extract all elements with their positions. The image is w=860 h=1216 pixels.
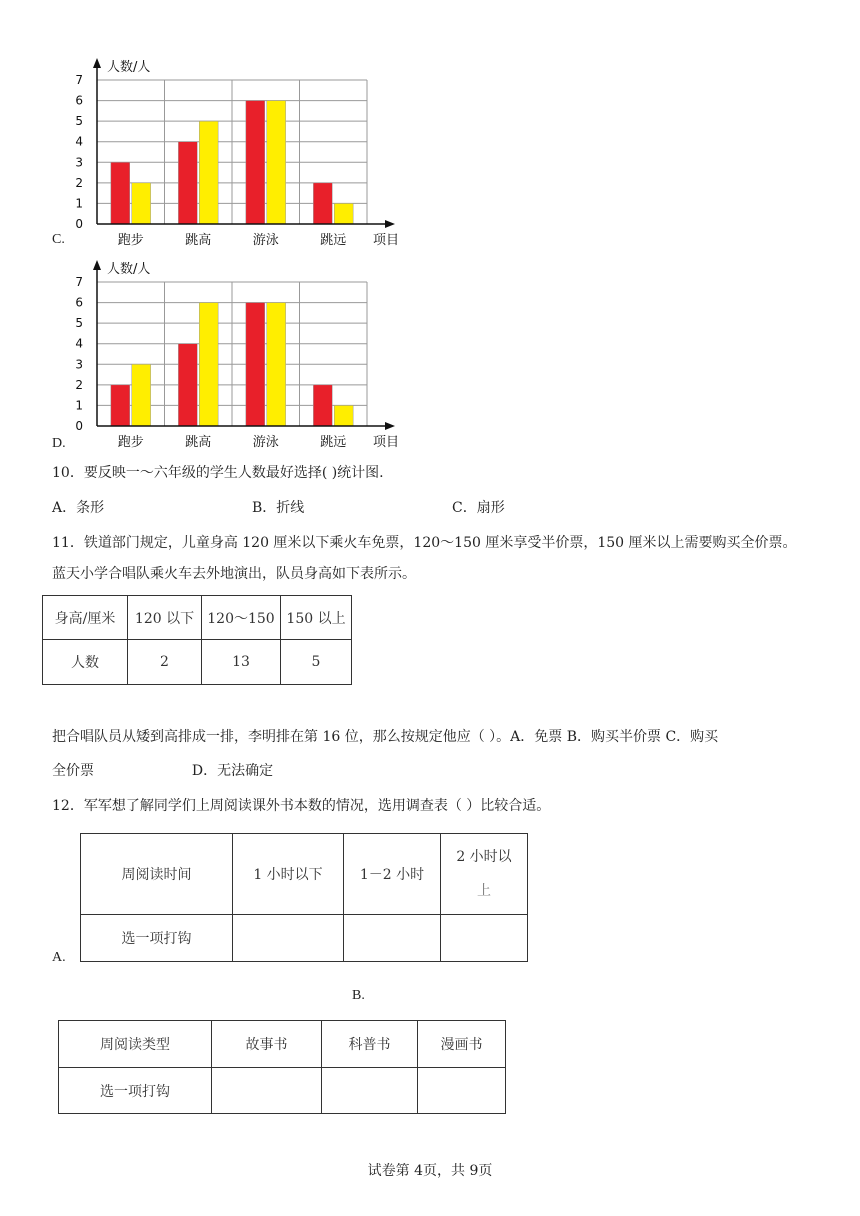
height-table-header: 120～150: [202, 596, 281, 640]
y-tick-label: 6: [75, 295, 83, 310]
survey-b-header: 科普书: [322, 1021, 418, 1068]
x-axis-label: 项目: [373, 435, 400, 450]
survey-a-header: 1－2 小时: [344, 834, 441, 915]
survey-a-header: [441, 834, 528, 915]
survey-b-header: 周阅读类型: [59, 1021, 212, 1068]
x-tick-label: 跳远: [320, 233, 347, 248]
height-table-header: 150 以上: [281, 596, 352, 640]
y-tick-label: 1: [75, 196, 83, 211]
bar-chart-c: [62, 52, 402, 252]
x-tick-label: 跳高: [185, 435, 212, 450]
question-11-line3: 把合唱队员从矮到高排成一排，李明排在第 16 位，那么按规定他应（ ）。A．免票 B．购买半价票 C．购买: [52, 729, 719, 745]
survey-a-check-cell[interactable]: [441, 915, 528, 962]
height-table-cell: 2: [128, 640, 202, 685]
x-axis-label: 项目: [373, 233, 400, 248]
survey-b-check-cell[interactable]: [418, 1068, 506, 1114]
bar: [246, 101, 265, 224]
survey-a-check-cell[interactable]: [233, 915, 344, 962]
question-10: 10．要反映一～六年级的学生人数最好选择( )统计图.: [52, 465, 384, 481]
bar: [334, 405, 353, 426]
bar: [313, 183, 332, 224]
height-table-cell: 13: [202, 640, 281, 685]
y-axis-label: 人数/人: [107, 60, 151, 75]
survey-a-header-part1: 2 小时以: [456, 849, 512, 865]
question-11-line4: 全价票 D．无法确定: [52, 763, 274, 779]
survey-b-check-cell[interactable]: [212, 1068, 322, 1114]
x-axis-arrow: [385, 220, 395, 228]
survey-table-a: [80, 833, 528, 962]
y-tick-label: 4: [75, 336, 83, 351]
question-12: 12．军军想了解同学们上周阅读课外书本数的情况，选用调查表（ ）比较合适。: [52, 798, 551, 814]
y-tick-label: 7: [75, 73, 83, 87]
page-footer: 试卷第 4页，共 9页: [367, 1163, 493, 1179]
x-tick-label: 跑步: [117, 233, 144, 248]
bar: [178, 142, 197, 224]
y-tick-label: 2: [75, 377, 83, 392]
bar: [132, 183, 151, 224]
x-tick-label: 跑步: [117, 435, 144, 450]
survey-b-row-label: 选一项打钩: [59, 1068, 212, 1114]
bar: [267, 101, 286, 224]
y-tick-label: 0: [75, 419, 83, 433]
x-tick-label: 跳远: [320, 435, 347, 450]
option-b-label: B.: [352, 988, 365, 1003]
y-axis-arrow: [93, 260, 101, 270]
q10-option-c[interactable]: C．扇形: [452, 500, 505, 516]
height-table-cell: 5: [281, 640, 352, 685]
survey-b-check-cell[interactable]: [322, 1068, 418, 1114]
bar: [313, 385, 332, 426]
y-axis-arrow: [93, 58, 101, 68]
q10-option-a[interactable]: A．条形: [52, 500, 105, 516]
height-table: [42, 595, 352, 685]
question-11-line2: 蓝天小学合唱队乘火车去外地演出，队员身高如下表所示。: [52, 566, 416, 582]
bar: [111, 162, 130, 224]
y-tick-label: 3: [75, 155, 83, 170]
x-axis-arrow: [385, 422, 395, 430]
bar: [246, 303, 265, 426]
question-11-line1: 11．铁道部门规定，儿童身高 120 厘米以下乘火车免票，120～150 厘米享受半价票，150 厘米以上需要购买全价票。: [52, 535, 797, 551]
survey-b-header: 漫画书: [418, 1021, 506, 1068]
y-tick-label: 5: [75, 316, 83, 331]
bar: [267, 303, 286, 426]
y-tick-label: 2: [75, 175, 83, 190]
bar: [334, 203, 353, 224]
y-tick-label: 0: [75, 217, 83, 231]
y-tick-label: 1: [75, 398, 83, 413]
survey-a-row-label: 选一项打钩: [81, 915, 233, 962]
y-tick-label: 4: [75, 134, 83, 149]
y-tick-label: 7: [75, 275, 83, 289]
q10-option-b[interactable]: B．折线: [252, 500, 305, 516]
survey-table-b: [58, 1020, 506, 1114]
survey-a-header: 1 小时以下: [233, 834, 344, 915]
height-table-cell: 人数: [43, 640, 128, 685]
survey-b-header: 故事书: [212, 1021, 322, 1068]
y-tick-label: 5: [75, 114, 83, 129]
x-tick-label: 游泳: [252, 435, 279, 450]
y-tick-label: 6: [75, 93, 83, 108]
bar: [199, 121, 218, 224]
bar: [132, 364, 151, 426]
y-axis-label: 人数/人: [107, 262, 151, 277]
option-d-label: D.: [52, 436, 66, 451]
height-table-header: 120 以下: [128, 596, 202, 640]
option-a-label: A.: [52, 950, 66, 965]
y-tick-label: 3: [75, 357, 83, 372]
x-tick-label: 跳高: [185, 233, 212, 248]
option-c-label: C.: [52, 232, 65, 247]
survey-a-header-part2: 上: [477, 883, 491, 899]
bar: [111, 385, 130, 426]
x-tick-label: 游泳: [252, 233, 279, 248]
bar-chart-d: [62, 254, 402, 454]
height-table-header: 身高/厘米: [43, 596, 128, 640]
bar: [199, 303, 218, 426]
survey-a-check-cell[interactable]: [344, 915, 441, 962]
survey-a-header: 周阅读时间: [81, 834, 233, 915]
bar: [178, 344, 197, 426]
